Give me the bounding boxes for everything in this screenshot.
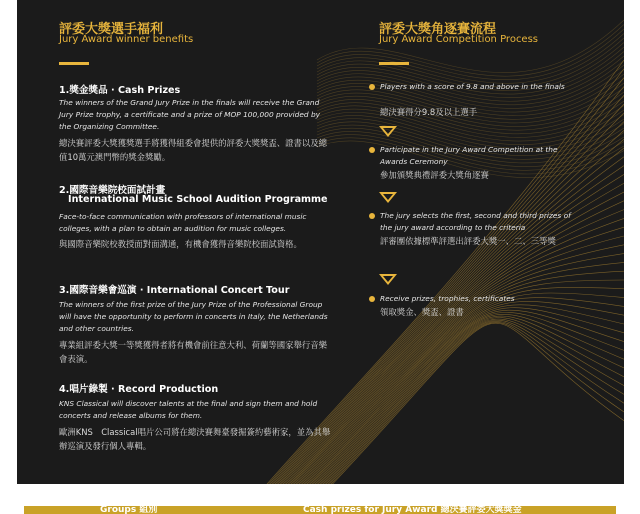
groups-header: Groups 組別 <box>100 506 158 514</box>
section-record-production-heading: 4.唱片錄製 · Record Production <box>59 384 219 395</box>
section-audition-zh: 與國際音樂院校教授面對面溝通，有機會獲得音樂院校面試資格。 <box>59 239 302 249</box>
process-title: 評委大獎角逐賽流程 <box>379 22 497 37</box>
benefits-title-underline <box>59 62 89 65</box>
section-audition-heading: 2.國際音樂院校面試計畫 <box>59 185 166 196</box>
process-step-1-zh: 總決賽得分9.8及以上選手 <box>380 107 478 117</box>
bullet-dot-icon <box>369 84 375 90</box>
benefits-title: 評委大獎選手福利 <box>59 22 164 37</box>
process-step-2-zh: 參加頒獎典禮評委大獎角逐賽 <box>380 170 489 180</box>
poster-panel <box>17 0 624 484</box>
section-cash-prizes-zh: 總決賽評委大獎獲獎選手將獲得組委會提供的評委大獎獎盃、證書以及總值10萬元澳門幣的獎金獎勵。 <box>59 138 327 162</box>
section-concert-tour-zh: 專業組評委大獎一等獎獲得者將有機會前往意大利、荷蘭等國家舉行音樂會表演。 <box>59 340 327 364</box>
section-record-production-zh: 歐洲KNS Classical唱片公司將在總決賽舞臺發掘簽約藝術家，並為其舉辦巡演及發行個人專輯。 <box>59 427 331 451</box>
chevron-down-icon <box>379 274 397 285</box>
bullet-dot-icon <box>369 296 375 302</box>
section-concert-tour-en: The winners of the first prize of the Jury Prize of the Professional Group will have the opportunity to perform in concerts in Italy, the Netherlands and other countries. <box>59 300 328 333</box>
process-step-1-en: Players with a score of 9.8 and above in the finals <box>380 82 565 91</box>
section-record-production-en: KNS Classical will discover talents at the final and sign them and hold concerts and release albums for them. <box>59 399 318 420</box>
cash-prizes-header: Cash prizes for Jury Award 總決賽評委大獎獎金 <box>303 506 522 514</box>
section-cash-prizes-heading: 1.獎金獎品 · Cash Prizes <box>59 85 181 96</box>
benefits-subtitle: Jury Award winner benefits <box>59 34 194 45</box>
bullet-dot-icon <box>369 147 375 153</box>
process-title-underline <box>379 62 409 65</box>
section-audition-en: Face-to-face communication with professors of international music colleges, with a plan to obtain an audition for music colleges. <box>59 212 307 233</box>
section-audition-heading-en: International Music School Audition Programme <box>68 194 328 205</box>
chevron-down-icon <box>379 126 397 137</box>
process-step-3-zh: 評審團依據標準評選出評委大獎一、二、三等獎 <box>380 236 556 246</box>
section-cash-prizes-en: The winners of the Grand Jury Prize in the finals will receive the Grand Jury Prize trophy, a certificate and a prize of MOP 100,000 provided by the Organizing Committee. <box>59 98 321 131</box>
process-subtitle: Jury Award Competition Process <box>379 34 539 45</box>
process-step-2-en: Participate in the Jury Award Competition at the Awards Ceremony <box>380 145 558 166</box>
process-step-4-en: Receive prizes, trophies, certificates <box>380 294 515 303</box>
bullet-dot-icon <box>369 213 375 219</box>
process-step-4-zh: 領取獎金、獎盃、證書 <box>380 307 464 317</box>
prize-table-header-strip <box>24 506 616 514</box>
process-step-3-en: The jury selects the first, second and third prizes of the jury award according to the criteria <box>380 211 571 232</box>
section-concert-tour-heading: 3.國際音樂會巡演 · International Concert Tour <box>59 285 290 296</box>
chevron-down-icon <box>379 192 397 203</box>
